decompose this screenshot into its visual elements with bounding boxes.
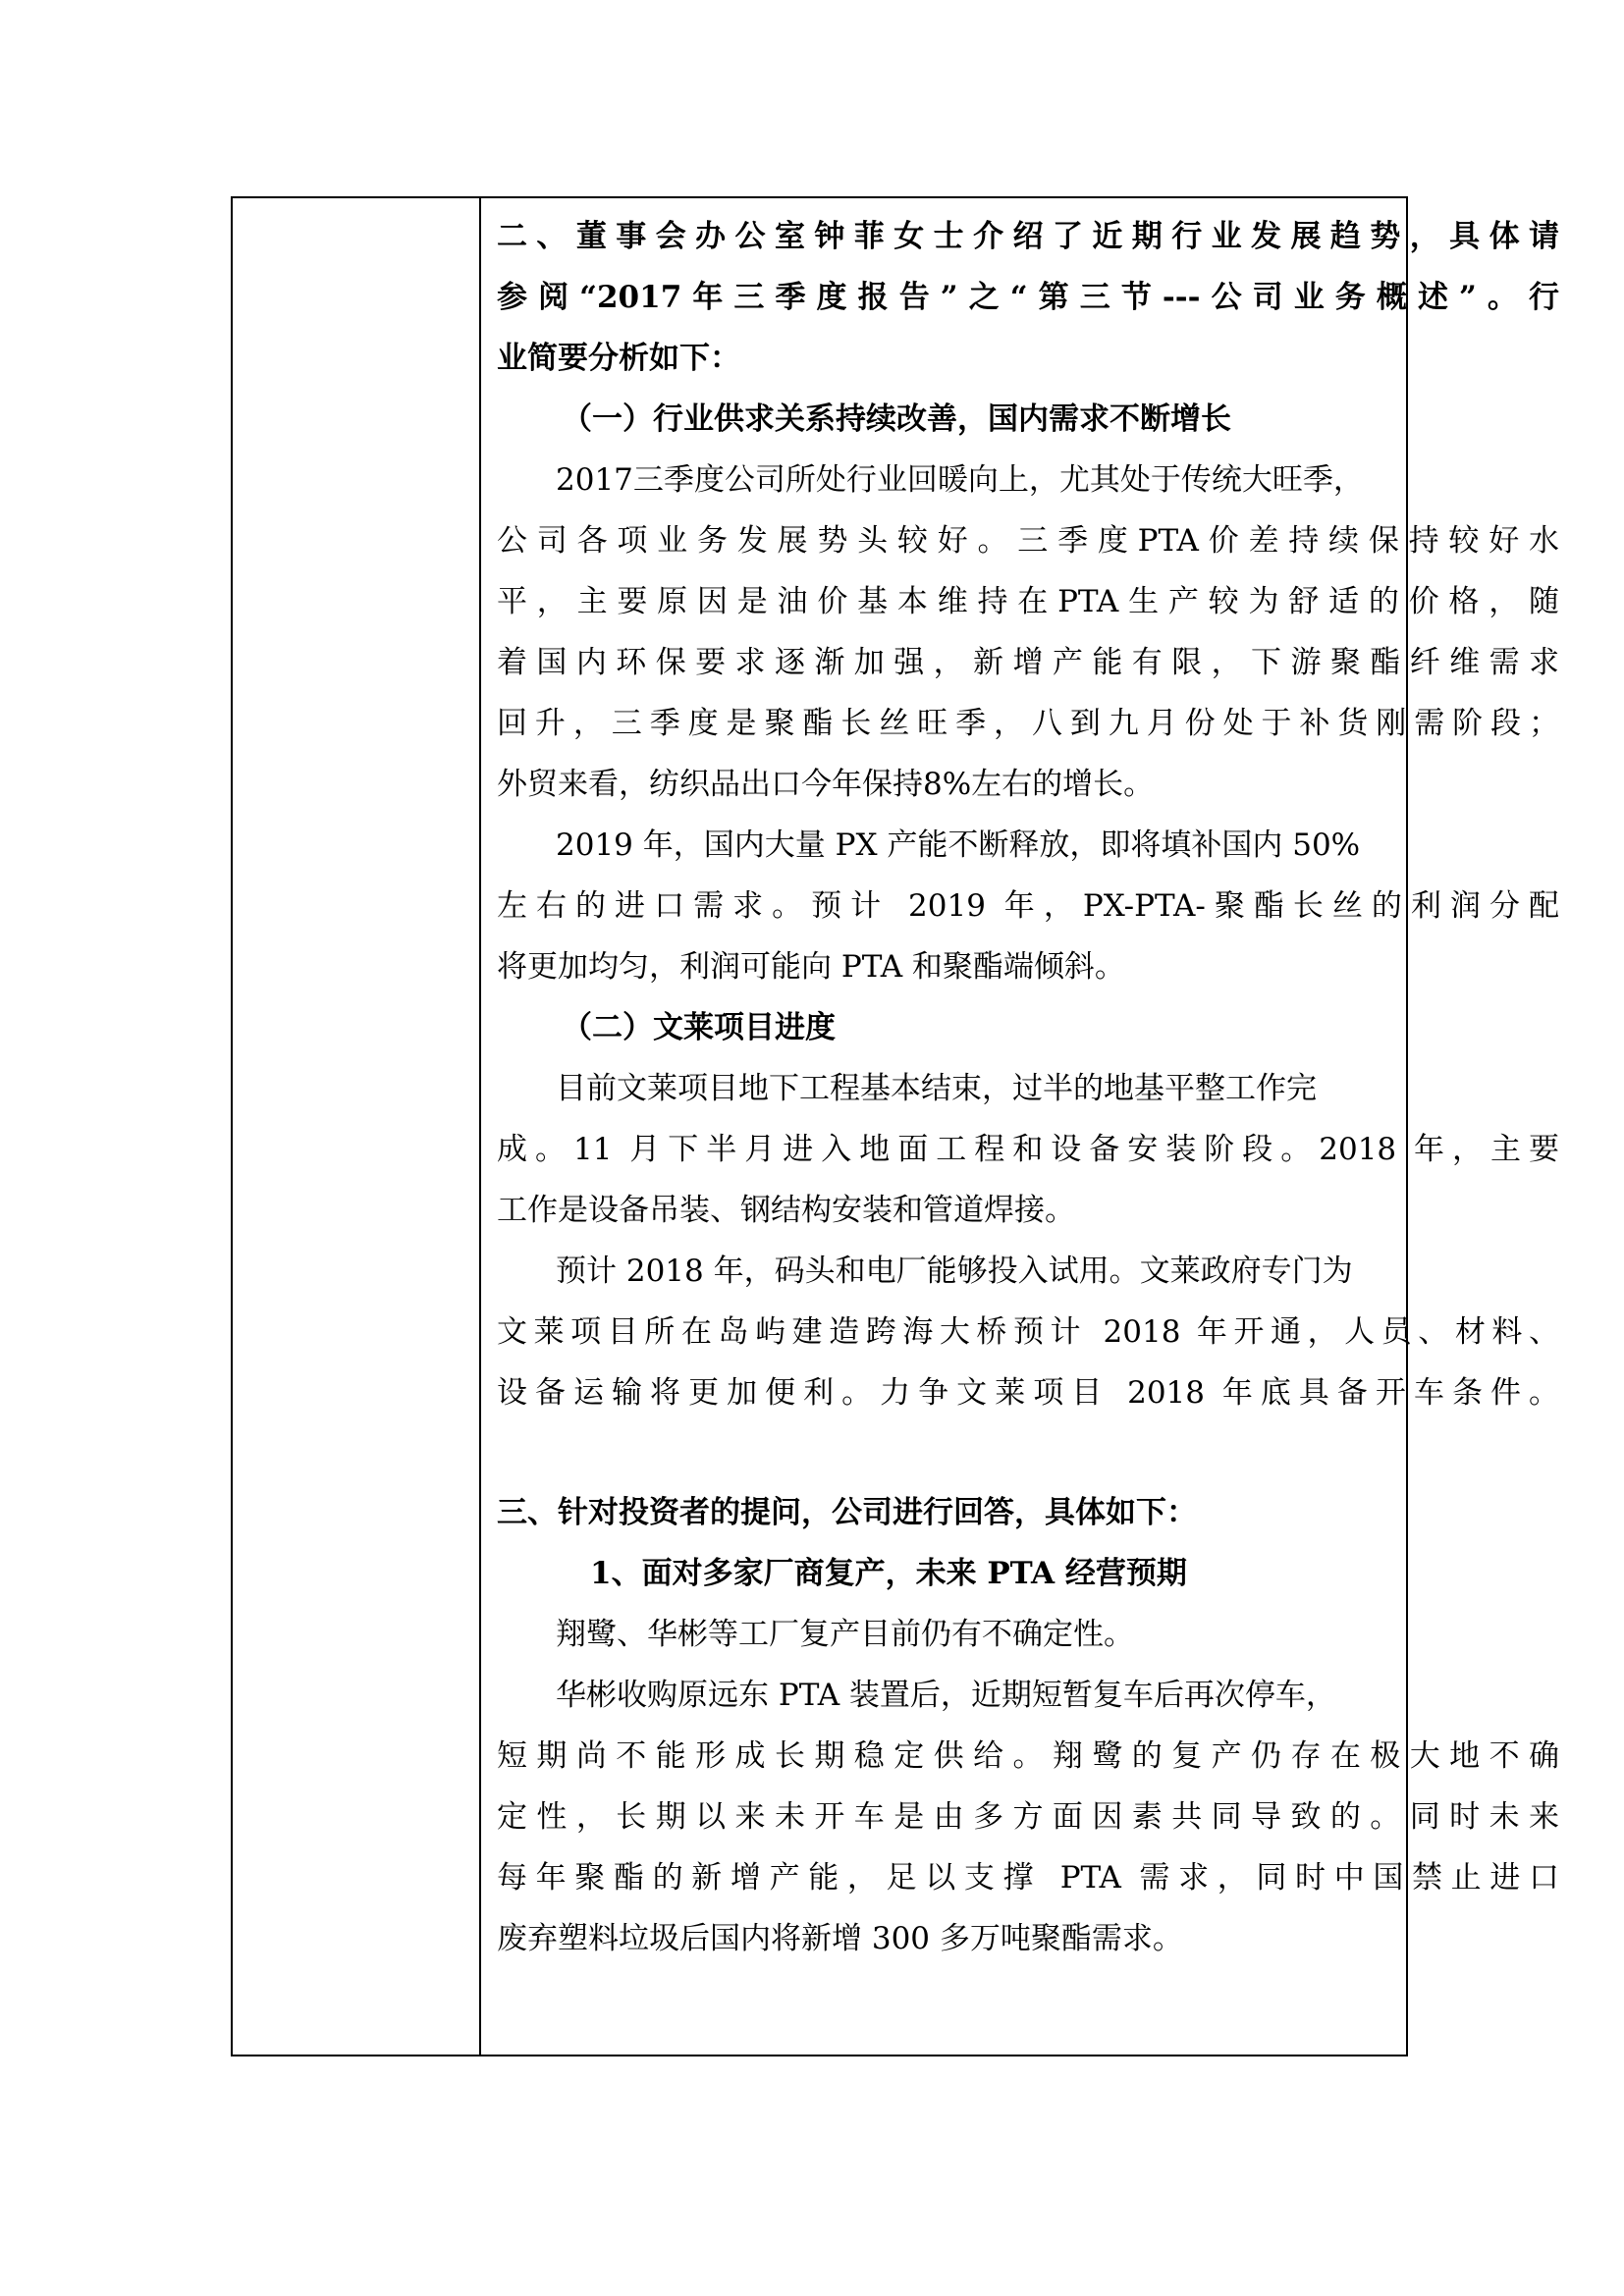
paragraph-line: 工作是设备吊装、钢结构安装和管道焊接。 [497, 1193, 1075, 1228]
paragraph-line: 成。11 月下半月进入地面工程和设备安装阶段。2018 年，主要 [497, 1132, 1559, 1167]
question-1-heading: 1、面对多家厂商复产，未来 PTA 经营预期 [590, 1556, 1187, 1591]
table-label-column [233, 198, 481, 2055]
paragraph-line: 将更加均匀，利润可能向 PTA 和聚酯端倾斜。 [497, 949, 1125, 985]
paragraph-line: 公司各项业务发展势头较好。三季度PTA价差持续保持较好水 [497, 523, 1559, 559]
paragraph-line: 2017三季度公司所处行业回暖向上，尤其处于传统大旺季， [556, 462, 1364, 498]
section-2-line-2: 参阅“2017年三季度报告”之“第三节---公司业务概述”。行 [497, 280, 1559, 315]
section-2-line-1: 二、董事会办公室钟菲女士介绍了近期行业发展趋势，具体请 [497, 219, 1559, 254]
paragraph-line: 目前文莱项目地下工程基本结束，过半的地基平整工作完 [556, 1071, 1317, 1106]
paragraph-line: 着国内环保要求逐渐加强，新增产能有限，下游聚酯纤维需求 [497, 645, 1559, 680]
paragraph-line: 文莱项目所在岛屿建造跨海大桥预计 2018 年开通，人员、材料、 [497, 1314, 1559, 1350]
heading-supply-demand: （一）行业供求关系持续改善，国内需求不断增长 [562, 401, 1231, 437]
paragraph-line: 华彬收购原远东 PTA 装置后，近期短暂复车后再次停车， [556, 1678, 1336, 1713]
section-3-heading: 三、针对投资者的提问，公司进行回答，具体如下： [497, 1495, 1197, 1530]
paragraph-line: 外贸来看，纺织品出口今年保持8%左右的增长。 [497, 767, 1155, 802]
paragraph-line: 定性，长期以来未开车是由多方面因素共同导致的。同时未来 [497, 1799, 1559, 1835]
paragraph-line: 设备运输将更加便利。力争文莱项目 2018 年底具备开车条件。 [497, 1375, 1559, 1411]
paragraph-line: 左右的进口需求。预计 2019 年，PX-PTA-聚酯长丝的利润分配 [497, 888, 1559, 924]
paragraph-line: 回升，三季度是聚酯长丝旺季，八到九月份处于补货刚需阶段； [497, 706, 1559, 741]
paragraph-line: 翔鹭、华彬等工厂复产目前仍有不确定性。 [556, 1617, 1134, 1652]
heading-brunei-progress: （二）文莱项目进度 [562, 1010, 836, 1045]
paragraph-line: 2019 年，国内大量 PX 产能不断释放，即将填补国内 50% [556, 828, 1361, 863]
paragraph-line: 预计 2018 年，码头和电厂能够投入试用。文莱政府专门为 [556, 1254, 1353, 1289]
paragraph-line: 短期尚不能形成长期稳定供给。翔鹭的复产仍存在极大地不确 [497, 1738, 1559, 1774]
record-table [231, 196, 1559, 2056]
paragraph-line: 每年聚酯的新增产能，足以支撑 PTA 需求，同时中国禁止进口 [497, 1860, 1559, 1896]
paragraph-line: 平，主要原因是油价基本维持在PTA生产较为舒适的价格，随 [497, 584, 1559, 619]
section-2-line-3: 业简要分析如下： [497, 341, 740, 376]
paragraph-line: 废弃塑料垃圾后国内将新增 300 多万吨聚酯需求。 [497, 1921, 1183, 1956]
table-content-column [483, 198, 1559, 2055]
